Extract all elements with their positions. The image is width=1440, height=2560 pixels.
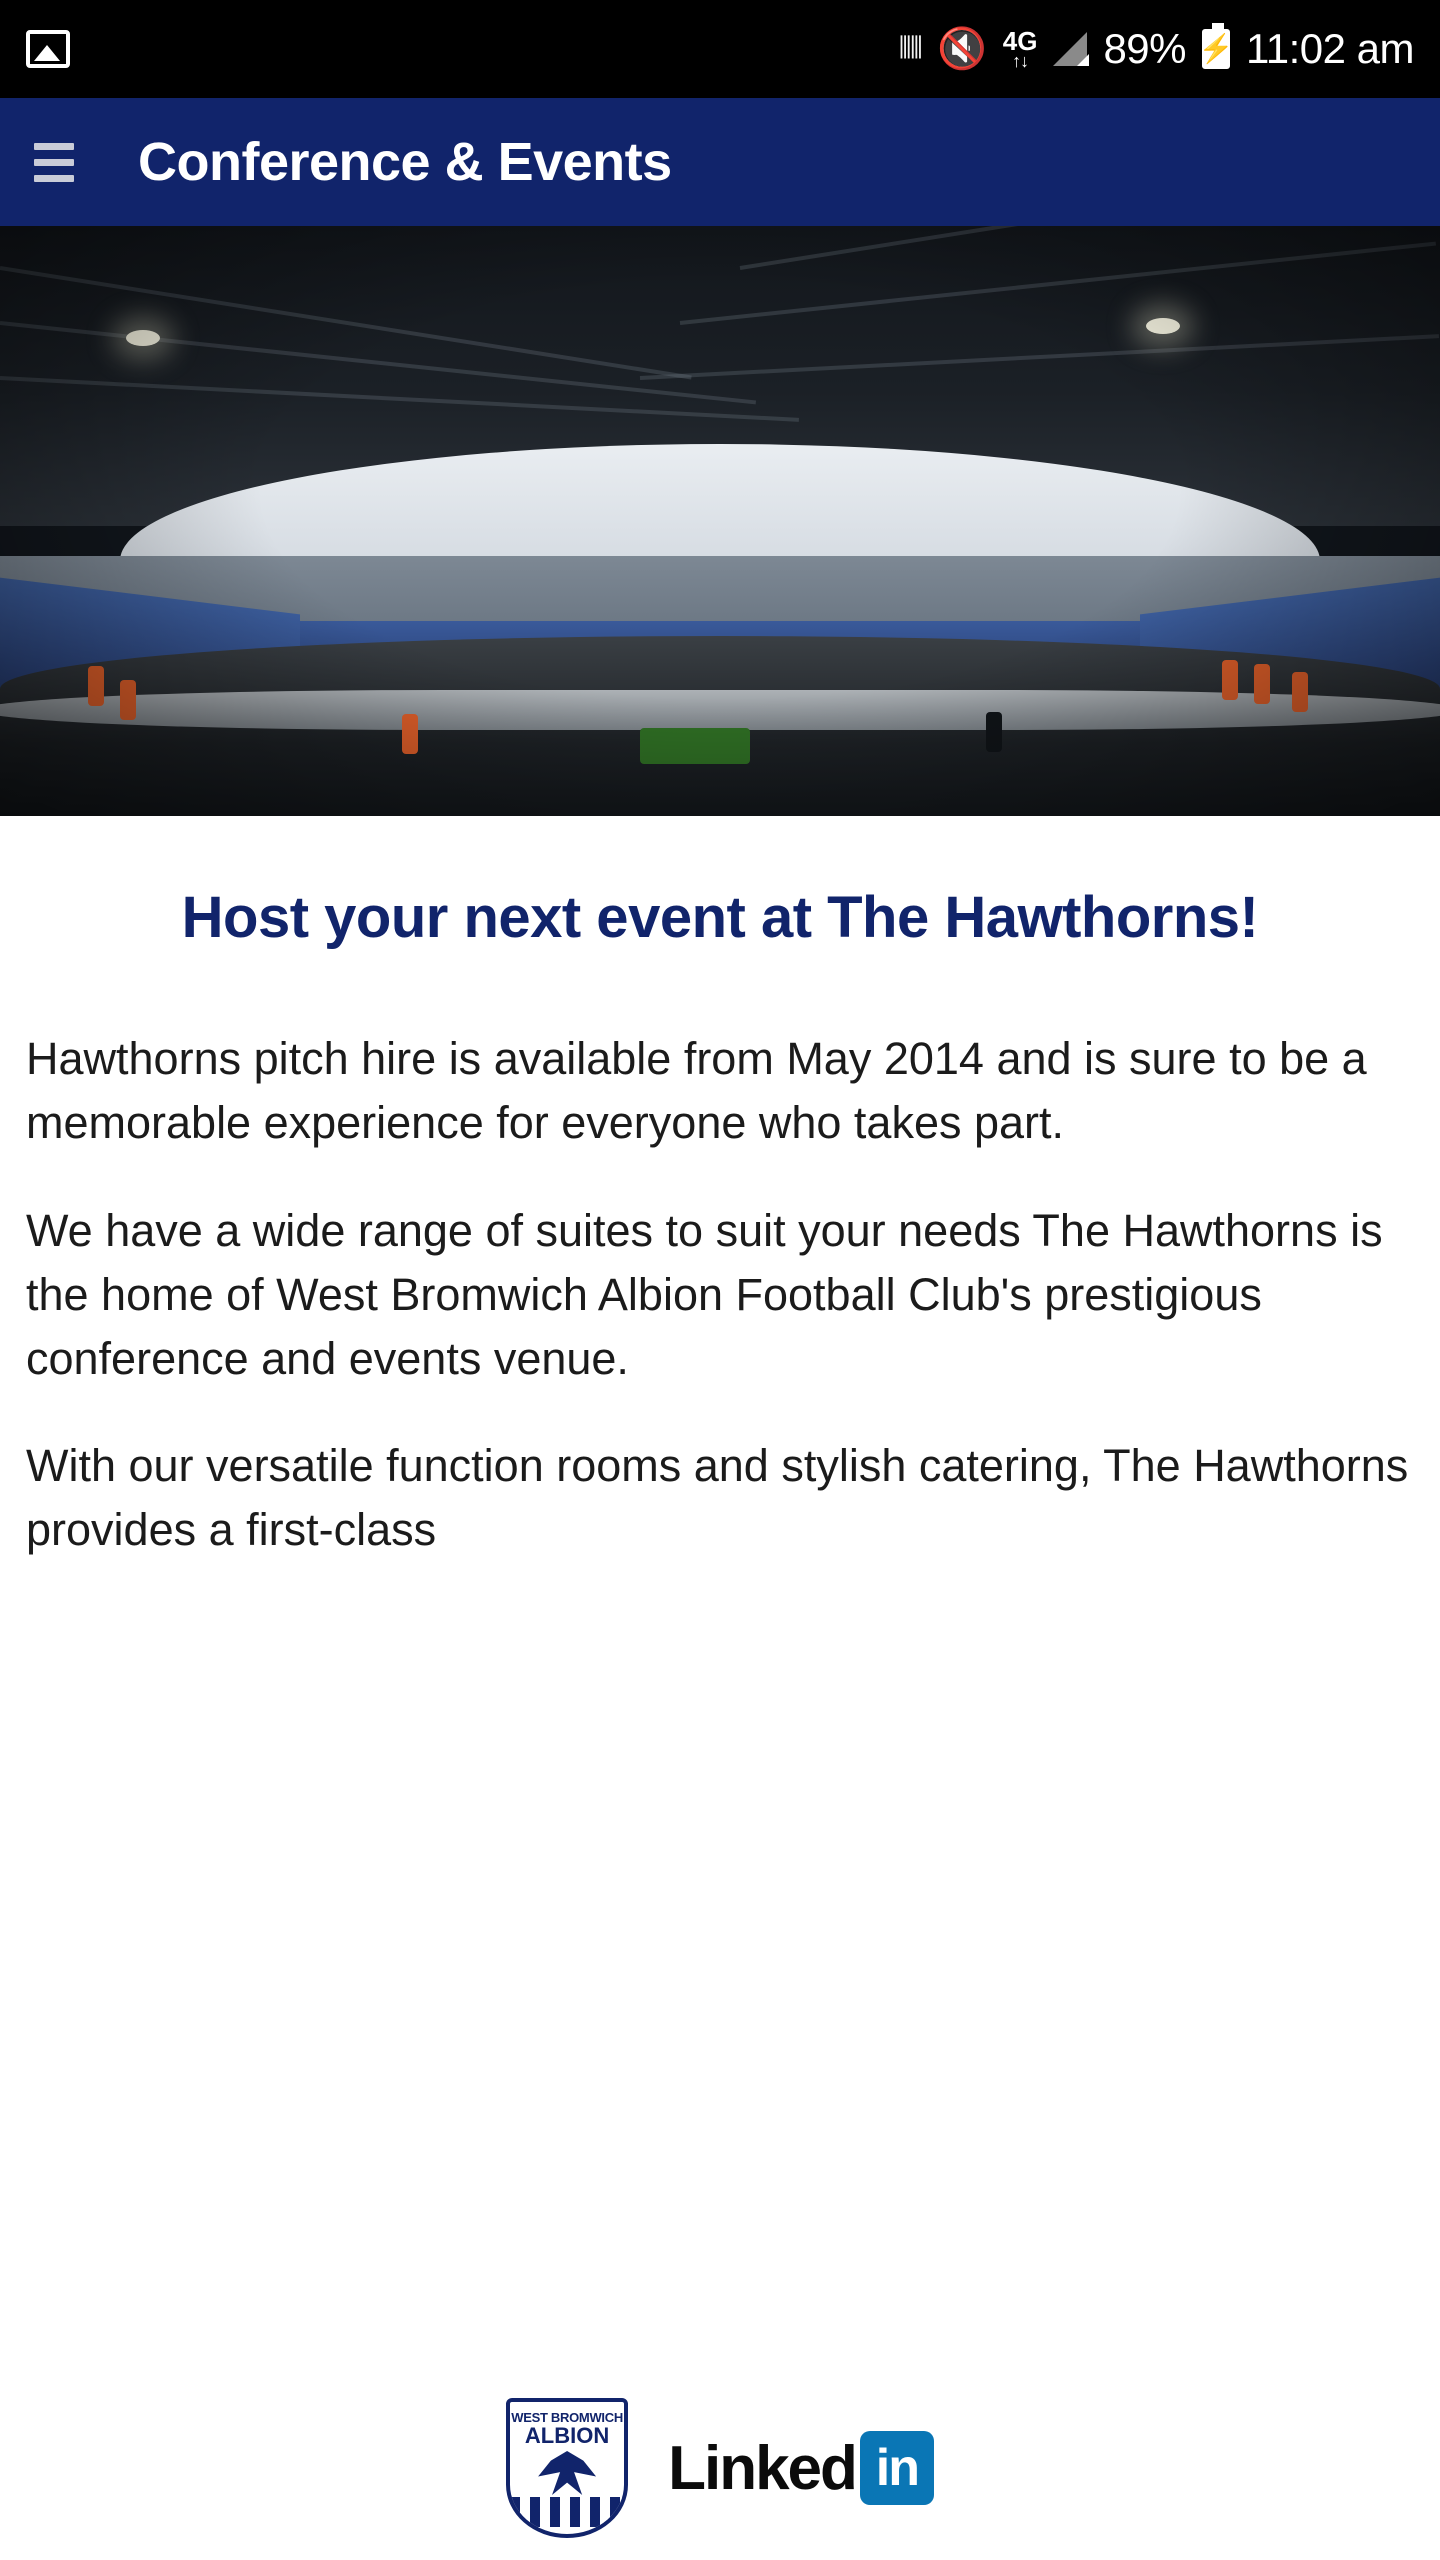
throstle-bird-icon [538,2451,596,2495]
body-paragraph: We have a wide range of suites to suit your needs The Hawthorns is the home of West Bromwich Albion Football Club's prestigious conference and events venue. [26,1204,1383,1384]
body-paragraph: With our versatile function rooms and stylish catering, The Hawthorns provides a first-class [26,1440,1409,1556]
linkedin-wordmark: Linked [668,2433,856,2503]
stadium-hero-image [0,226,1440,816]
content-body [26,1027,1414,1562]
battery-bolt-glyph: ⚡ [1198,33,1234,64]
hamburger-menu-icon[interactable] [34,132,94,192]
crest-line-2: ALBION [524,2423,610,2448]
footer-logos [0,2398,1440,2538]
battery-charging-icon [1198,29,1234,69]
status-bar-clock: 11:02 am [1246,25,1414,72]
status-bar [0,0,1440,98]
crest-line-1: WEST BROMWICH [511,2410,623,2425]
status-bar-left [26,30,70,68]
status-bar-right [899,25,1414,73]
page-title: Conference & Events [138,132,672,192]
linkedin-badge-icon [860,2431,934,2505]
mute-volume-icon: 🔇 [936,27,987,71]
battery-percent: 89% [1103,25,1186,72]
body-paragraph: Hawthorns pitch hire is available from May 2014 and is sure to be a memorable experience for everyone who takes part. [26,1032,1367,1148]
image-vignette [0,226,1440,816]
vibrate-icon: ⦀⦀ [898,32,921,65]
linkedin-logo[interactable] [668,2431,934,2505]
page-content [0,886,1440,1562]
crest-stripes [510,2497,624,2527]
network-arrows: ↑↓ [1012,51,1029,71]
app-bar [0,98,1440,226]
signal-bars-icon [1053,32,1087,66]
linkedin-badge-text: in [875,2439,919,2497]
gallery-icon [26,30,70,68]
network-label: 4G [1002,26,1038,56]
network-type-indicator [1003,28,1038,70]
west-bromwich-albion-crest-icon [506,2398,628,2538]
content-headline: Host your next event at The Hawthorns! [181,885,1259,950]
